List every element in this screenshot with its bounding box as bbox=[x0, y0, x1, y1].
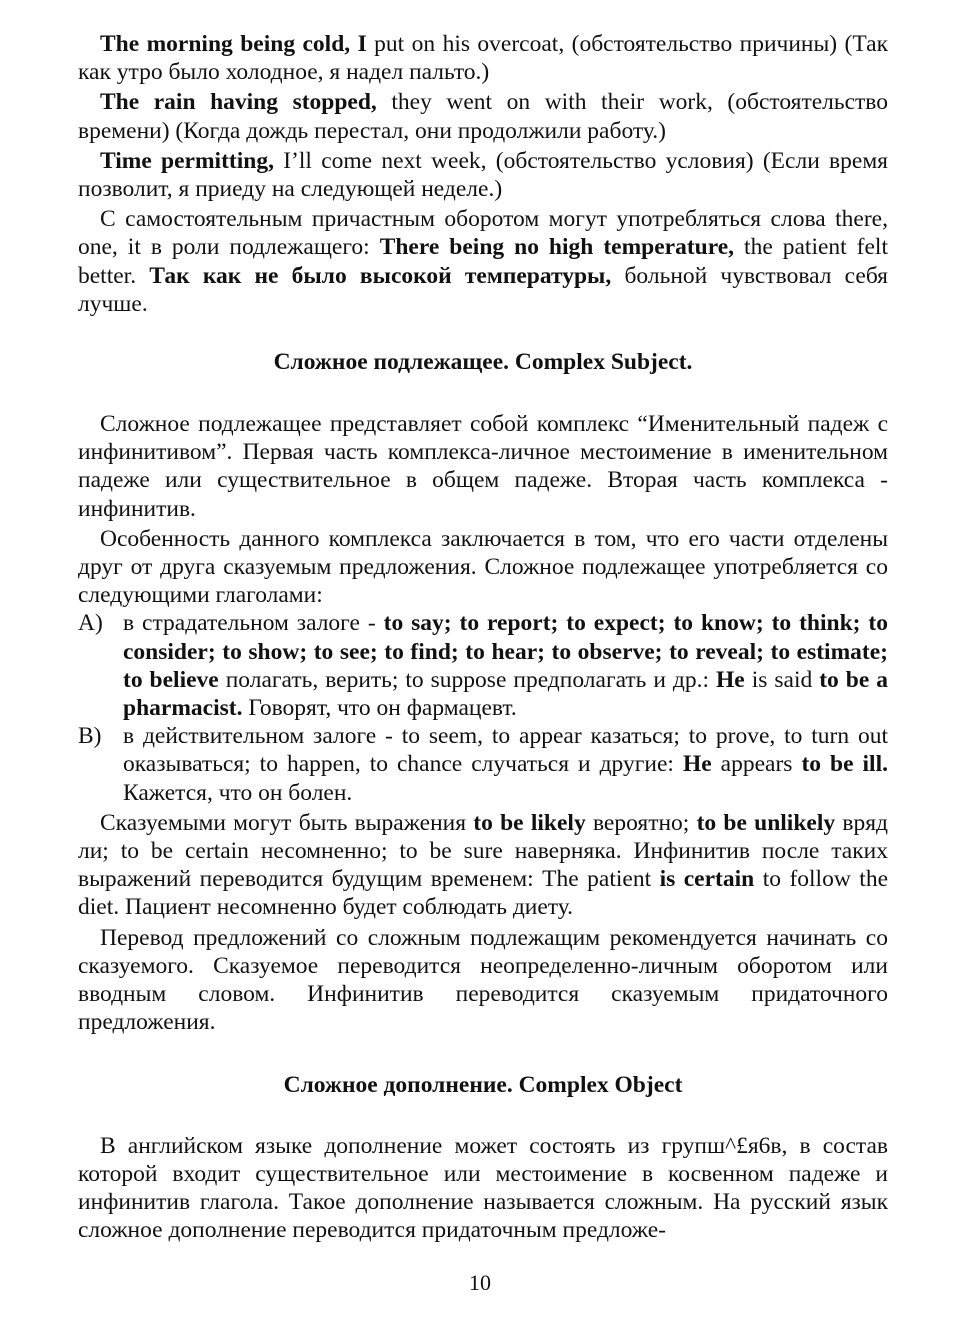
paragraph-translation-advice: Перевод предложений со сложным подлежащим рекомендуется начинать со сказуемого. Сказуемое переводится неопределенно-личным оборотом или вводным словом. Инфинитив переводится сказуемым придаточного предложения. bbox=[78, 924, 888, 1036]
heading-complex-object: Сложное дополнение. Complex Object bbox=[283, 1071, 683, 1098]
list-marker: B) bbox=[78, 723, 102, 750]
paragraph-complex-subject-definition: Сложное подлежащее представляет собой комплекс “Именительный падеж с инфинитивом”. Первая часть комплекса-личное местоимение в именительном падеже или существительное в общем падеже. Вторая часть комплекса - инфинитив. bbox=[78, 411, 888, 522]
paragraph-example-condition: Time permitting, I’ll come next week, (обстоятельство условия) (Если время позволит, я приеду на следующей неделе.) bbox=[78, 147, 888, 203]
paragraph-complex-object-definition: В английском языке дополнение может состоять из групш^£я6в, в состав которой входит существительное или местоимение в косвенном падеже и инфинитив глагола. Такое дополнение называется сложным. На русский язык сложное дополнение переводится придаточным предложе- bbox=[78, 1132, 888, 1244]
page-body bbox=[78, 30, 888, 1244]
list-item-text: в действительном залоге - to seem, to appear казаться; to prove, to turn out оказываться; to happen, to chance случаться и другие: He appears to be ill. Кажется, что он болен. bbox=[123, 723, 888, 806]
page-number: 10 bbox=[469, 1270, 491, 1295]
paragraph-predicate-expressions: Сказуемыми могут быть выражения to be likely вероятно; to be unlikely вряд ли; to be certain несомненно; to be sure наверняка. Инфинитив после таких выражений переводится будущим временем: The patient is certain to follow the diet. Пациент несомненно будет соблюдать диету. bbox=[78, 809, 888, 921]
heading-complex-subject: Сложное подлежащее. Complex Subject. bbox=[273, 349, 693, 376]
list-item-active-voice bbox=[78, 722, 888, 807]
list-marker: A) bbox=[78, 610, 103, 637]
list-item-text: в страдательном залоге - to say; to report; to expect; to know; to think; to consider; to show; to see; to find; to hear; to observe; to reveal; to estimate; to believe полагать, верить; to suppose предполагать и др.: He is said to be a pharmacist. Говорят, что он фармацевт. bbox=[123, 610, 889, 722]
paragraph-complex-subject-feature: Особенность данного комплекса заключается в том, что его части отделены друг от друга сказуемым предложения. Сложное подлежащее употребляется со следующими глаголами: bbox=[78, 525, 888, 609]
list-item-passive-voice bbox=[78, 609, 888, 722]
paragraph-example-time: The rain having stopped, they went on with their work, (обстоятельство времени) (Когда дождь перестал, они продолжили работу.) bbox=[78, 89, 888, 144]
paragraph-there-one-it: С самостоятельным причастным оборотом могут употребляться слова there, one, it в роли подлежащего: There being no high temperature, the patient felt better. Так как не было высокой температуры, больной чувствовал себя лучше. bbox=[78, 206, 888, 317]
paragraph-example-cause: The morning being cold, I put on his overcoat, (обстоятельство причины) (Так как утро было холодное, я надел пальто.) bbox=[78, 31, 888, 86]
